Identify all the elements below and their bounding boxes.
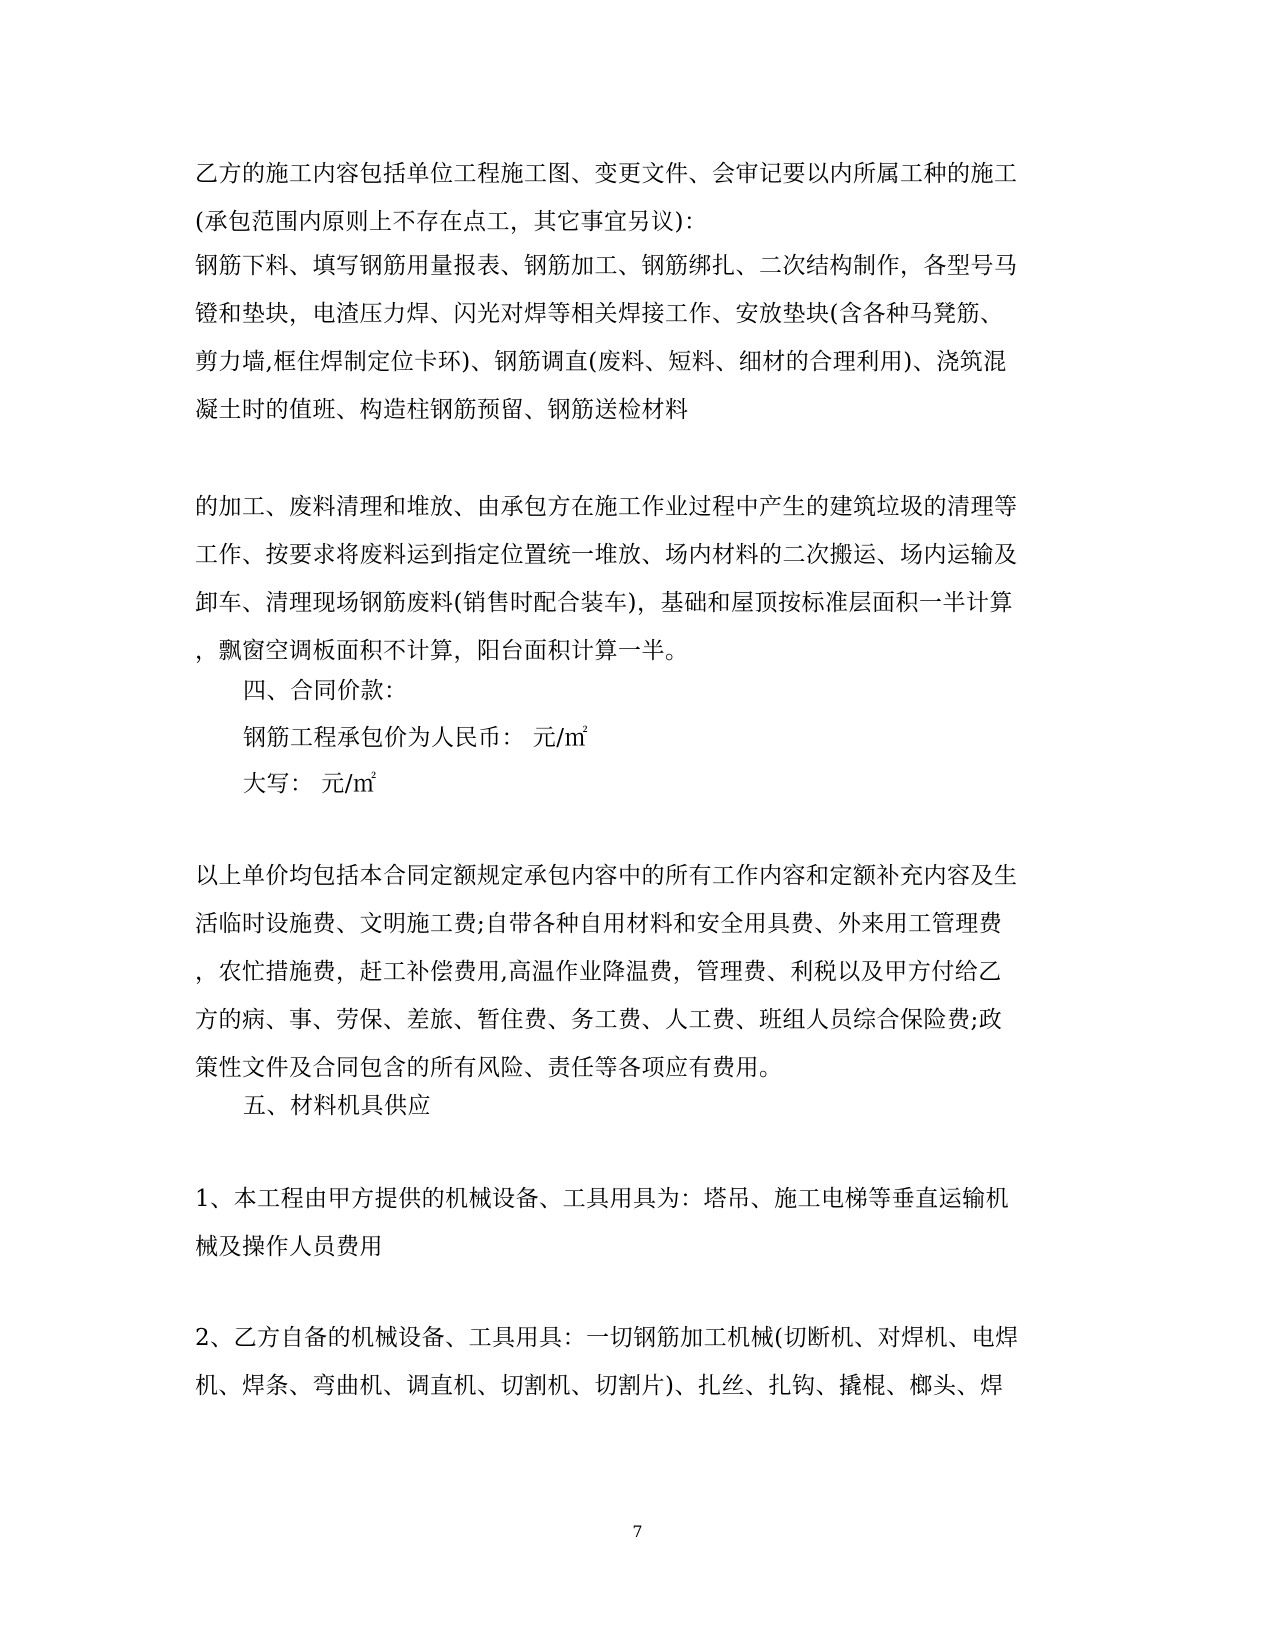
page-number: 7 (632, 1522, 643, 1541)
text-line: 凝土时的值班、构造柱钢筋预留、钢筋送检材料 (195, 397, 689, 423)
text-line: 镫和垫块，电渣压力焊、闪光对焊等相关焊接工作、安放垫块(含各种马凳筋、 (195, 301, 1004, 327)
contract-price-uppercase-line (243, 760, 1123, 808)
text-line: 策性文件及合同包含的所有风险、责任等各项应有费用。 (195, 1055, 783, 1081)
paragraph-construction-scope (195, 150, 1075, 246)
text-line: ，飘窗空调板面积不计算，阳台面积计算一半。 (195, 638, 689, 664)
contract-price-line (243, 714, 1123, 762)
text-line: 卸车、清理现场钢筋废料(销售时配合装车)，基础和屋顶按标准层面积一半计算 (195, 590, 1013, 616)
text-line: 活临时设施费、文明施工费;自带各种自用材料和安全用具费、外来用工管理费 (195, 911, 1003, 937)
text-line: 五、材料机具供应 (243, 1093, 431, 1119)
text-line: ，农忙措施费，赶工补偿费用,高温作业降温费，管理费、利税以及甲方付给乙 (195, 959, 1002, 985)
text-line: 机、焊条、弯曲机、调直机、切割机、切割片)、扎丝、扎钩、撬棍、榔头、焊 (195, 1373, 1004, 1399)
text-line: 1、本工程由甲方提供的机械设备、工具用具为：塔吊、施工电梯等垂直运输机 (195, 1186, 1010, 1212)
text-line: 四、合同价款： (243, 678, 408, 704)
text-line: (承包范围内原则上不存在点工，其它事宜另议)： (195, 209, 708, 235)
text-line: 以上单价均包括本合同定额规定承包内容中的所有工作内容和定额补充内容及生 (195, 863, 1018, 889)
text-line: 方的病、事、劳保、差旅、暂住费、务工费、人工费、班组人员综合保险费;政 (195, 1007, 1003, 1033)
paragraph-waste-handling (195, 483, 1075, 675)
text-line: 的加工、废料清理和堆放、由承包方在施工作业过程中产生的建筑垃圾的清理等 (195, 494, 1018, 520)
section-heading-materials-equipment (243, 1082, 1123, 1130)
paragraph-party-a-equipment (195, 1175, 1075, 1271)
text-line: 乙方的施工内容包括单位工程施工图、变更文件、会审记要以内所属工种的施工 (195, 161, 1018, 187)
paragraph-party-b-equipment (195, 1314, 1075, 1410)
text-line: 钢筋工程承包价为人民币： 元/㎡ (243, 725, 589, 751)
text-line: 工作、按要求将废料运到指定位置统一堆放、场内材料的二次搬运、场内运输及 (195, 542, 1018, 568)
section-heading-contract-price (243, 667, 1123, 715)
paragraph-rebar-work-items (195, 242, 1075, 434)
text-line: 械及操作人员费用 (195, 1234, 383, 1260)
text-line: 剪力墙,框住焊制定位卡环)、钢筋调直(废料、短料、细材的合理利用)、浇筑混 (195, 349, 1007, 375)
text-line: 2、乙方自备的机械设备、工具用具：一切钢筋加工机械(切断机、对焊机、电焊 (195, 1325, 1019, 1351)
text-line: 钢筋下料、填写钢筋用量报表、钢筋加工、钢筋绑扎、二次结构制作，各型号马 (195, 253, 1018, 279)
text-line: 大写： 元/㎡ (243, 771, 377, 797)
paragraph-unit-price-inclusions (195, 852, 1075, 1092)
